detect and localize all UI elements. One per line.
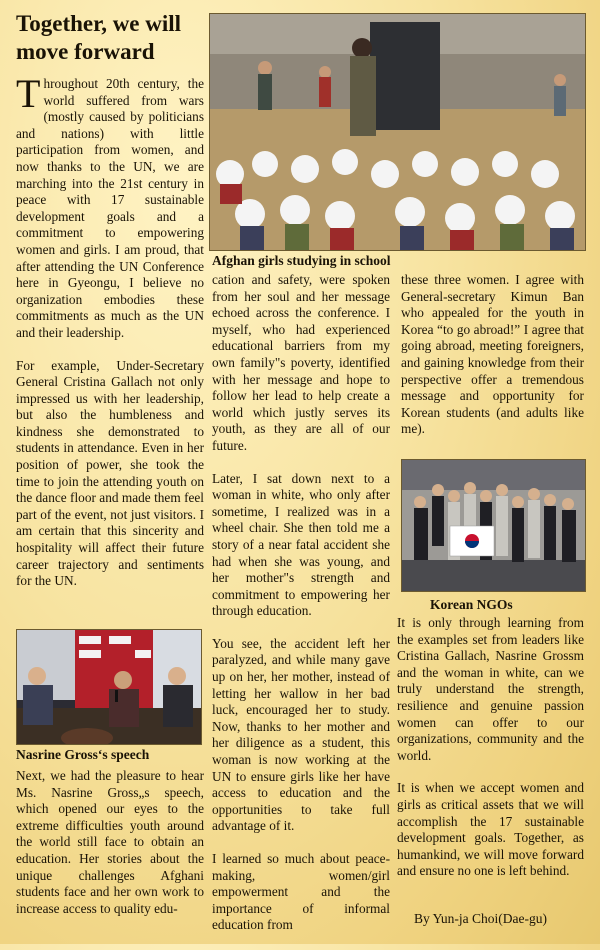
- photo-korean-ngos: [401, 459, 586, 592]
- paragraph-learning-from-leaders: It is only through learning from the examples set from leaders like Cristina Gallach, Nasrine Grossm and the woman in white, can we truly understand the strength, resilience and genuine passion women can offer to our organizations, community and the world.: [397, 615, 584, 763]
- drop-cap: T: [16, 71, 41, 116]
- paragraph-woman-in-white: Later, I sat down next to a woman in white, who only after sometime, I realized was in a wheel chair. She then told me a story of a near fatal accident she had when she was young, and her mother"s strength and commitment to empowering her through education.: [212, 470, 390, 619]
- column-2: [212, 272, 390, 950]
- column-3-bottom: [397, 615, 584, 896]
- paragraph-three-women: these three women. I agree with General-secretary Kimun Ban who appealed for the youth in Korea “to go abroad!” I agree that going abroad, meeting foreigners, and gaining knowledge from their perspective offer a tremendous message and opportunity for Korean students (and adults like me).: [401, 272, 584, 437]
- paragraph-accept-women: It is when we accept women and girls as critical assets that we will accomplish the 17 sustainable development goals. Together, as humankind, we will move forward and ensure no one is left behind.: [397, 780, 584, 879]
- photo-afghan-girls-school: [209, 13, 586, 251]
- paragraph-accident: You see, the accident left her paralyzed, and while many gave up on her, her mother, instead of letting her wallow in her bad luck, encouraged her to study. Now, thanks to her mother and her diligence as a student, this woman is now working at the UN to ensure girls like her have access to education and the opportunities to take full advantage of it.: [212, 635, 390, 834]
- caption-nasrine-gross: Nasrine Gross‘s speech: [16, 747, 150, 762]
- paragraph-intro: Throughout 20th century, the world suffered from wars (mostly caused by politicians and nations) with little participation from women, and now thanks to the UN, we are marching into the 21st century in peace with 17 sustainable development goals and a commitment to empowering women and girls. I am proud, that after attending the UN Conference here in Gyeongu, I believe no organization embodies these commitments as much as the UN and their leadership.: [16, 71, 204, 340]
- paragraph-nasrine-gross: Next, we had the pleasure to hear Ms. Nasrine Gross„s speech, which opened our eyes to the extreme difficulties youth around the world still face to obtain an education. Her stories about the unique challenges Afghani students face and her own work to increase access to quality edu-: [16, 768, 204, 916]
- paragraph-soul-message: cation and safety, were spoken from her soul and her message echoed across the conference. I myself, who had experienced educational barriers from my own family"s poverty, identified with her message and hope to follow her lead to help create a world which justly serves its youth, as they are all of our future.: [212, 272, 390, 453]
- caption-afghan-girls: Afghan girls studying in school: [212, 253, 391, 268]
- article-title: Together, we will move forward: [16, 11, 182, 64]
- paragraph-gallach: For example, Under-Secretary General Cristina Gallach not only impressed us with her leadership, but also the humbleness and kindness she demonstrated to students in attendance. Even in her position of power, she took the time to join the attending youth on the dance floor and made them feel part of the event, not just visitors. I am certain that this sincerity and hospitality will affect their future career trajectory and sentiments for the UN.: [16, 357, 204, 589]
- caption-korean-ngos: Korean NGOs: [430, 597, 513, 612]
- photo-nasrine-gross-speech: [16, 629, 202, 745]
- paragraph-learned: I learned so much about peace-making, women/girl empowerment and the importance of informal education from: [212, 851, 390, 933]
- byline: By Yun-ja Choi(Dae-gu): [414, 911, 547, 926]
- column-1-bottom: [16, 768, 204, 933]
- column-3-top: [401, 272, 584, 454]
- column-1-top: [16, 71, 204, 606]
